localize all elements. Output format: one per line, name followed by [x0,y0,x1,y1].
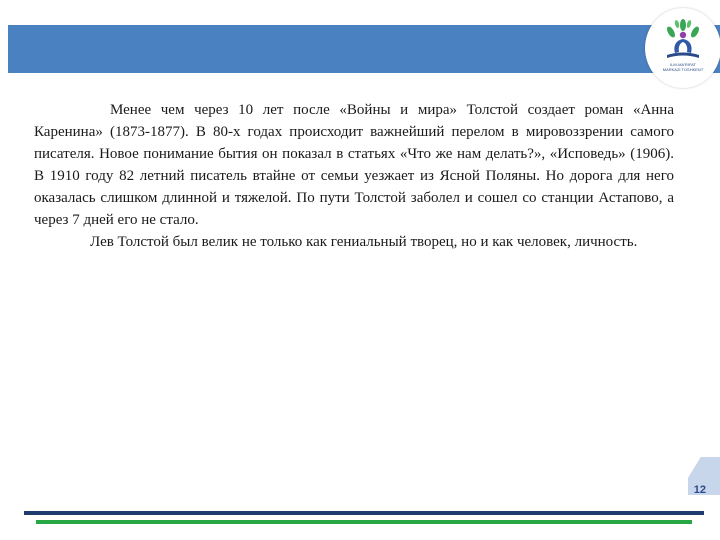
page-number: 12 [693,484,706,496]
organization-logo [645,8,720,88]
main-text [34,99,674,253]
logo-caption [649,62,717,72]
paragraph-1: Менее чем через 10 лет после «Войны и мира» Толстой создает роман «Анна Каренина» (1873-1877). В 80-х годах происходит важнейший перелом в мировоззрении самого писателя. Новое понимание бытия он показал в статьях «Что же нам делать?», «Исповедь» (1906). В 1910 году 82 летний писатель втайне от семьи уезжает из Ясной Поляны. Но дорога для него оказалась слишком длинной и тяжелой. По пути Толстой заболел и сошел со станции Астапово, а через 7 дней его не стало. [34,102,674,228]
logo-line-1: ILM-MA'RIFAT [670,62,696,67]
footer-line-navy [24,511,704,515]
footer-line-green [36,520,692,524]
logo-emblem-icon [645,8,720,88]
logo-line-2: MARKAZI TOSHKENT [662,67,704,72]
paragraph-2: Лев Толстой был велик не только как гениальный творец, но и как человек, личность. [90,234,638,250]
header-band [8,25,720,73]
